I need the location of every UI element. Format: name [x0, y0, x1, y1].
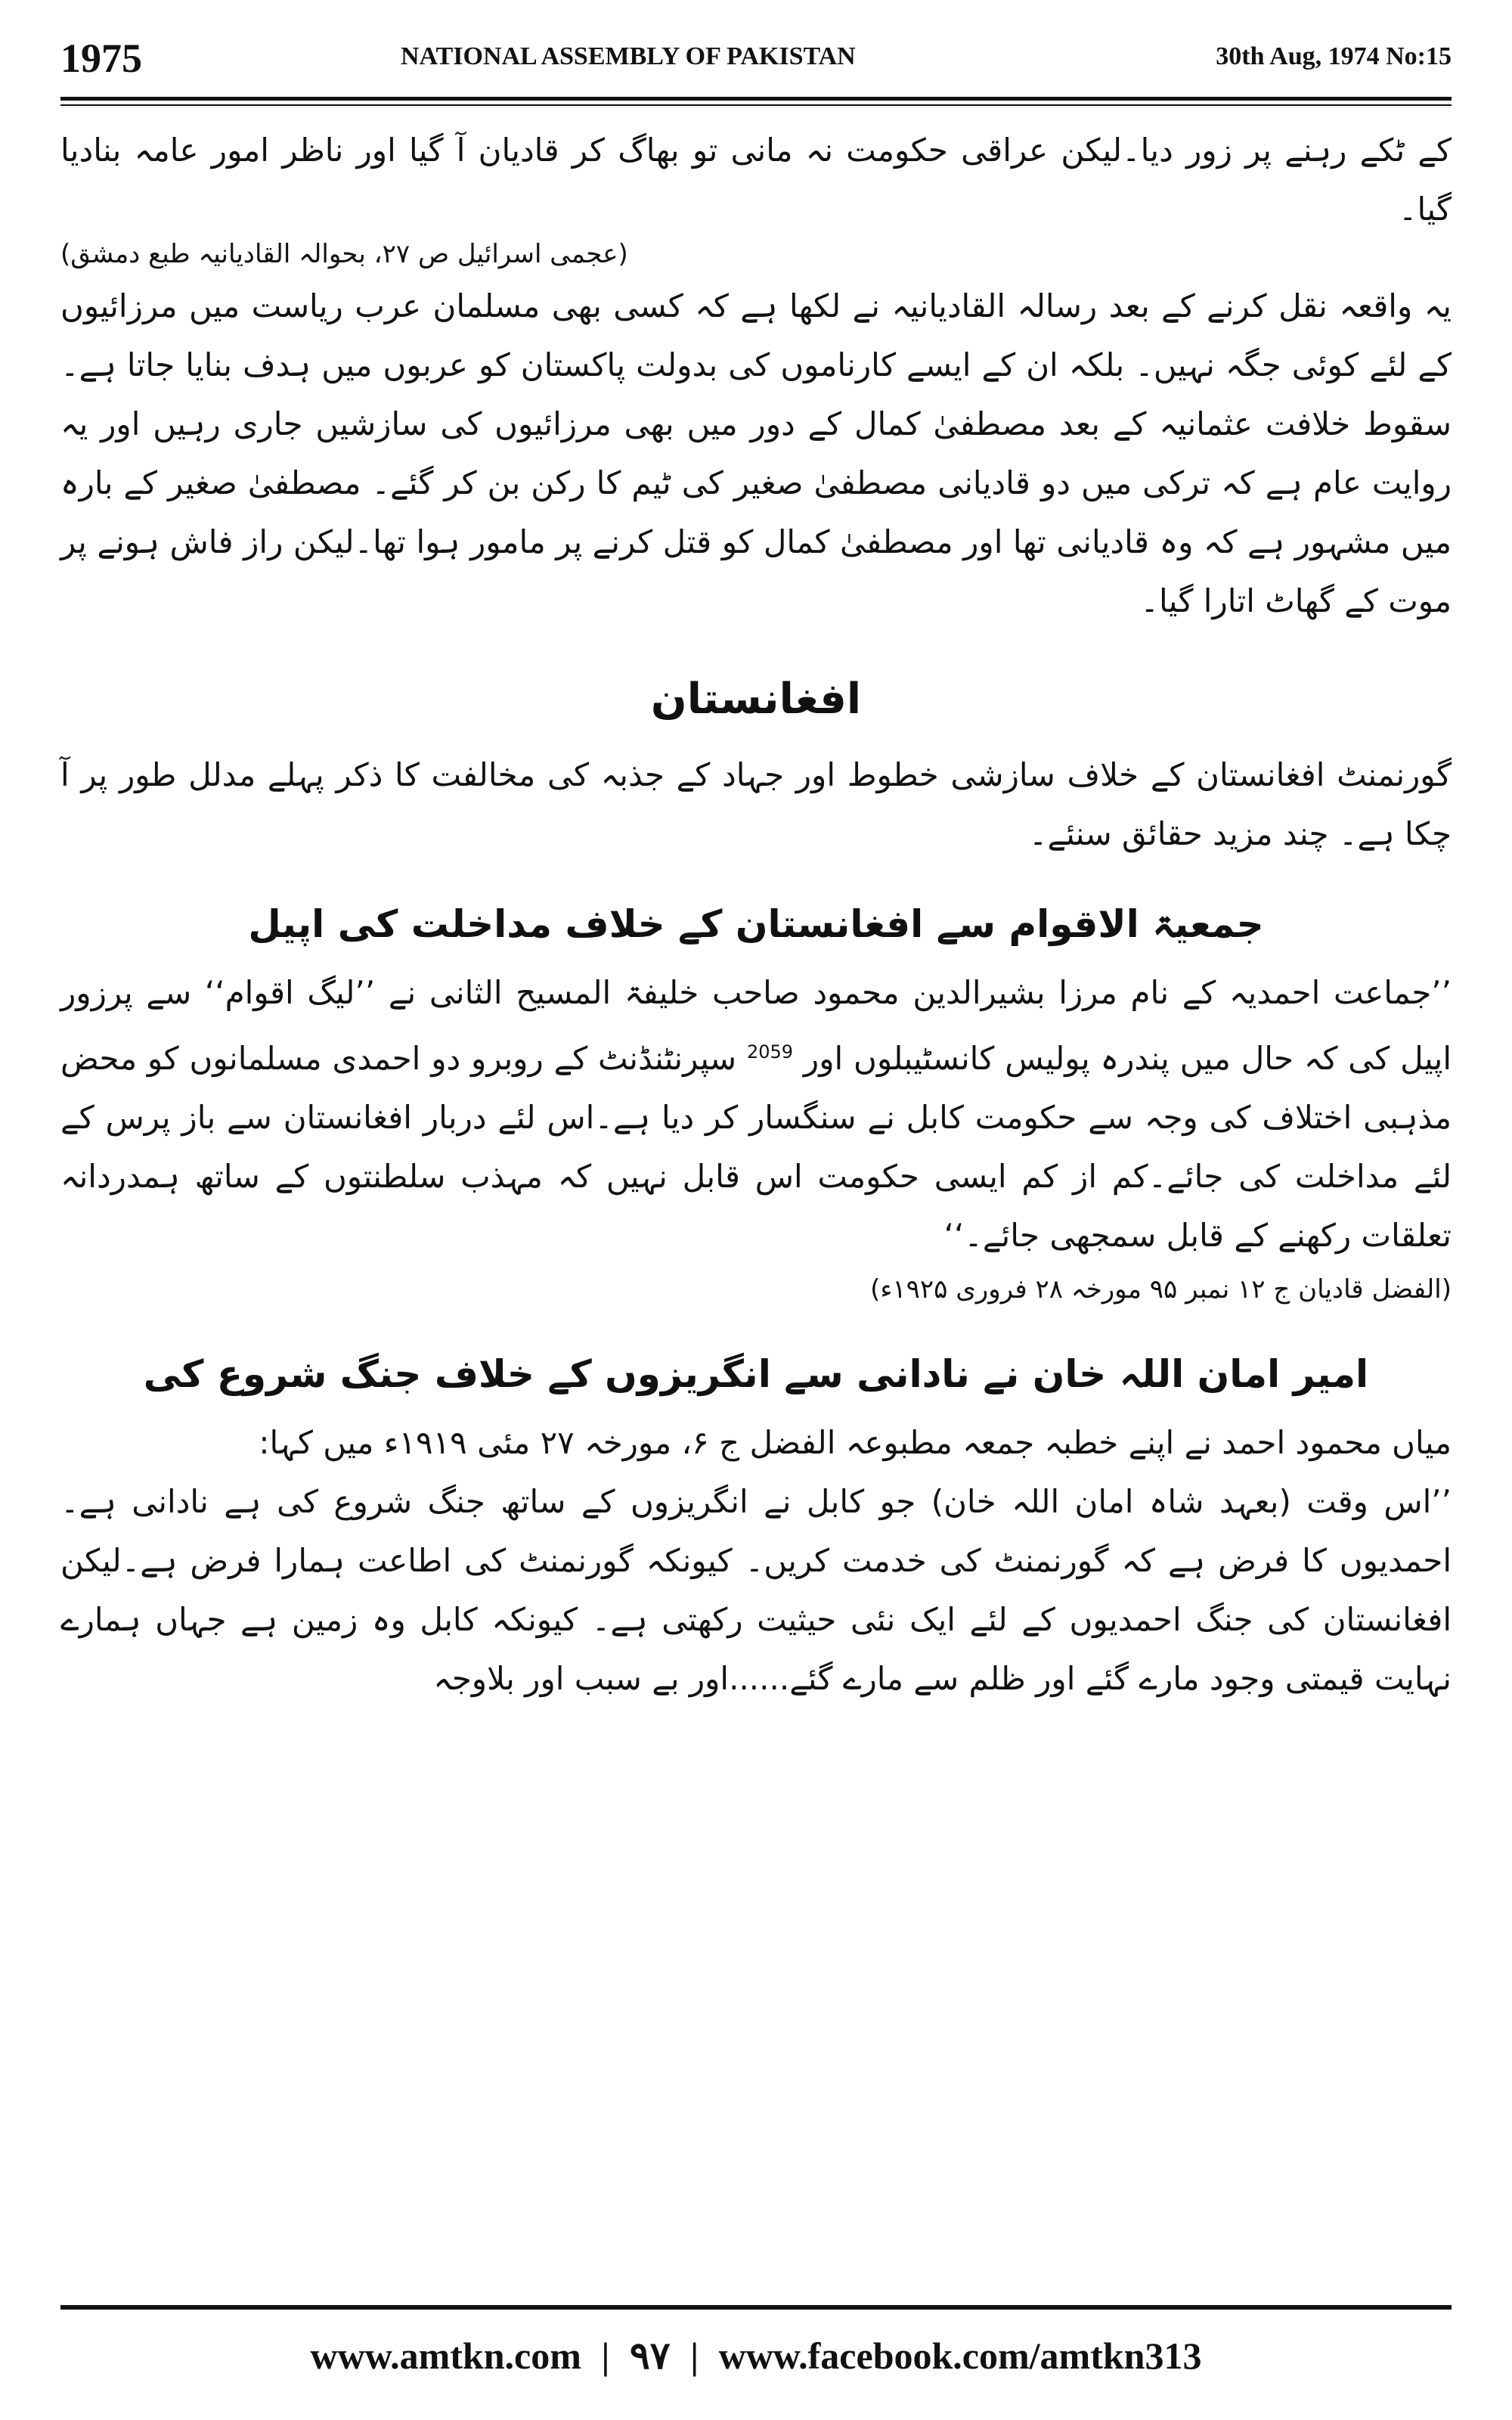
header-title: NATIONAL ASSEMBLY OF PAKISTAN [401, 42, 856, 70]
footnote-marker: 2059 [746, 1041, 794, 1063]
page-header [60, 32, 1452, 85]
citation-1: (عجمی اسرائیل ص ۲۷، بحوالہ القادیانیہ طبع دمشق) [60, 239, 628, 269]
header-divider [60, 97, 1452, 101]
paragraph-1: کے ٹکے رہنے پر زور دیا۔لیکن عراقی حکومت نہ مانی تو بھاگ کر قادیان آ گیا اور ناظر امور عامہ بنادیا گیا۔ [60, 132, 1452, 228]
footer-separator: | [601, 2335, 610, 2377]
section-heading-league-appeal: جمعیۃ الاقوام سے افغانستان کے خلاف مداخلت کی اپیل [248, 902, 1264, 946]
footer-facebook-link[interactable]: www.facebook.com/amtkn313 [718, 2335, 1202, 2377]
citation-2: (الفضل قادیان ج ۱۲ نمبر ۹۵ مورخہ ۲۸ فروری ۱۹۲۵ء) [870, 1274, 1452, 1305]
document-body [60, 121, 1452, 2254]
paragraph-4 [60, 963, 1452, 1265]
page-footer [60, 2322, 1452, 2390]
footer-divider [60, 2305, 1452, 2310]
paragraph-2: یہ واقعہ نقل کرنے کے بعد رسالہ القادیانیہ نے لکھا ہے کہ کسی بھی مسلمان عرب ریاست میں مرزائیوں کے لئے کوئی جگہ نہیں۔ بلکہ ان کے ایسے کارناموں کی بدولت پاکستان کو عربوں میں ہدف بنایا جاتا ہے۔سقوط خلافت عثمانیہ کے بعد مصطفیٰ کمال کے دور میں بھی مرزائیوں کی سازشیں جاری رہیں اور یہ روایت عام ہے کہ ترکی میں دو قادیانی مصطفیٰ صغیر کی ٹیم کا رکن بن کر گئے۔ مصطفیٰ صغیر کے بارہ میں مشہور ہے کہ وہ قادیانی تھا اور مصطفیٰ کمال کو قتل کرنے پر مامور ہوا تھا۔لیکن راز فاش ہونے پر موت کے گھاٹ اتارا گیا۔ [60, 287, 1452, 619]
footer-page-number: ۹۷ [629, 2335, 671, 2377]
footer-separator: | [690, 2335, 699, 2377]
header-divider-thin [60, 104, 1452, 106]
paragraph-3: گورنمنٹ افغانستان کے خلاف سازشی خطوط اور جہاد کے جذبہ کی مخالفت کا ذکر پہلے مدلل طور پر آ چکا ہے۔ چند مزید حقائق سنئے۔ [60, 756, 1452, 852]
footer-website-link[interactable]: www.amtkn.com [310, 2335, 581, 2377]
paragraph-4-part-2: سپرنٹنڈنٹ کے روبرو دو احمدی مسلمانوں کو محض مذہبی اختلاف کی وجہ سے حکومت کابل نے سنگسار کر دیا ہے۔اس لئے دربار افغانستان سے باز پرس کے لئے مداخلت کی جائے۔کم از کم ایسی حکومت اس قابل نہیں کہ مہذب سلطنتوں کے ساتھ ہمدردانہ تعلقات رکھنے کے قابل سمجھی جائے۔‘‘ [60, 1040, 1452, 1254]
section-heading-amanullah-war: امیر امان اللہ خان نے نادانی سے انگریزوں کے خلاف جنگ شروع کی [143, 1352, 1369, 1396]
paragraph-5: میاں محمود احمد نے اپنے خطبہ جمعہ مطبوعہ الفضل ج ۶، مورخہ ۲۷ مئی ۱۹۱۹ء میں کہا: [259, 1424, 1452, 1461]
paragraph-6: ’’اس وقت (بعہد شاہ امان اللہ خان) جو کابل نے انگریزوں کے ساتھ جنگ شروع کی ہے نادانی ہے۔احمدیوں کا فرض ہے کہ گورنمنٹ کی خدمت کریں۔ کیونکہ گورنمنٹ کی اطاعت ہمارا فرض ہے۔لیکن افغانستان کی جنگ احمدیوں کے لئے ایک نئی حیثیت رکھتی ہے۔ کیونکہ کابل وہ زمین ہے جہاں ہمارے نہایت قیمتی وجود مارے گئے اور ظلم سے مارے گئے......اور بے سبب اور بلاوجہ [60, 1483, 1452, 1697]
page-number: 1975 [60, 36, 142, 81]
paragraph-4-part-1: ’’جماعت احمدیہ کے نام مرزا بشیرالدین محمود صاحب خلیفۃ المسیح الثانی نے ’’لیگ اقوام‘‘ سے پرزور اپیل کی کہ حال میں پندرہ پولیس کانسٹیبلوں اور [60, 974, 1452, 1077]
section-heading-afghanistan: افغانستان [650, 675, 862, 724]
header-date-issue: 30th Aug, 1974 No:15 [1216, 42, 1452, 70]
